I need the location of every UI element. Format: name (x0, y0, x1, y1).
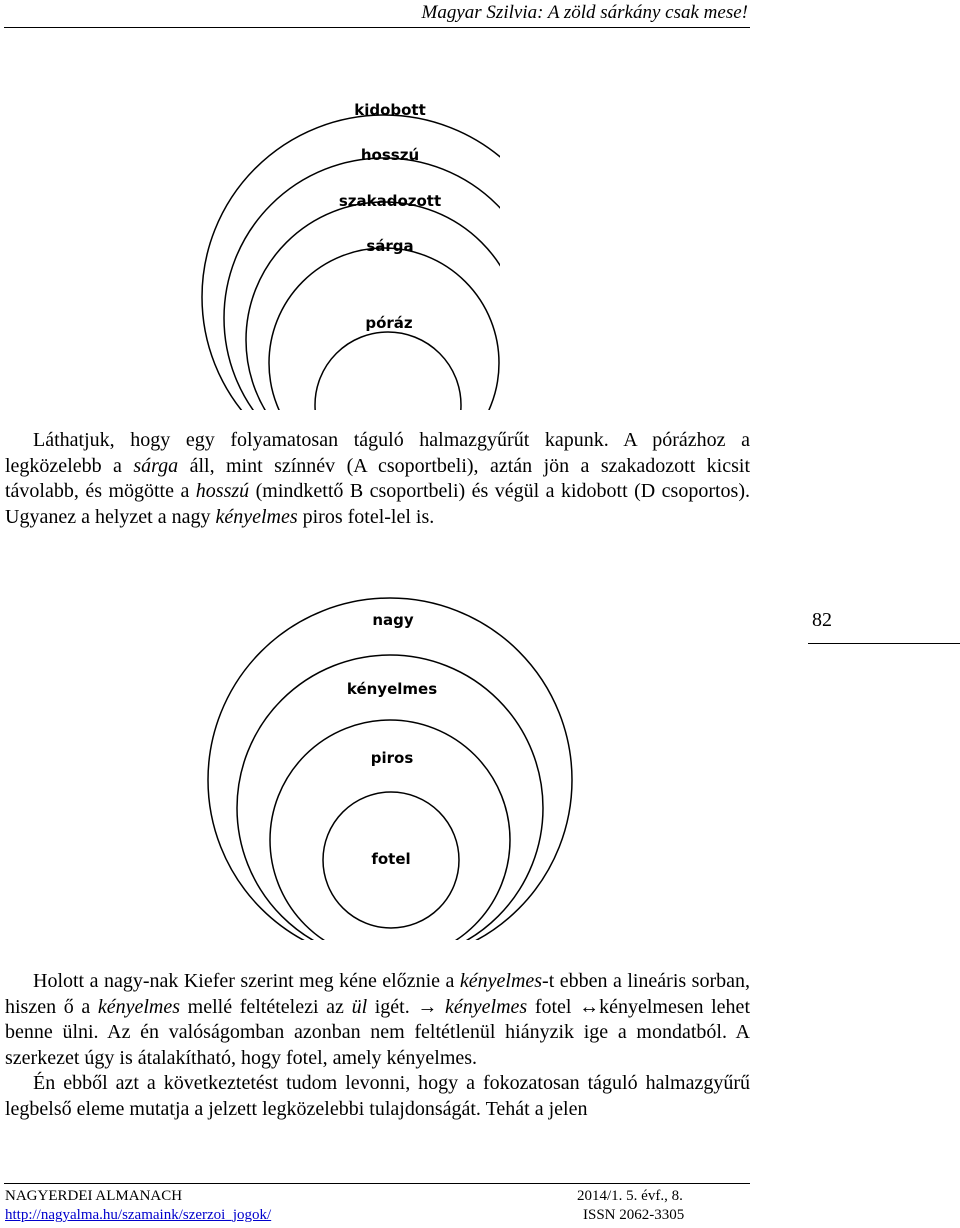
paragraph-1-text-c: (mindkettő B csoportbeli) és végül a kidobott (D csoportos). Ugyanez a helyzet a nagy (5, 480, 750, 528)
footer-url-link[interactable]: http://nagyalma.hu/szamaink/szerzoi_jogok/ (5, 1207, 272, 1223)
diagram2-label-fotel: fotel (371, 850, 411, 868)
diagram2-label-kenyelmes: kényelmes (346, 680, 438, 698)
paragraph-2-italic-3: kényelmes (445, 995, 528, 1018)
paragraph-2-text-a: Holott a nagy-nak Kiefer szerint meg kéne előznie a (33, 970, 460, 992)
paragraph-2-italic-1: kényelmes (459, 970, 543, 992)
diagram1-label-hosszu: hosszú (360, 146, 420, 164)
footer-publication: NAGYERDEI ALMANACH (5, 1188, 183, 1204)
page-number-rule (808, 643, 960, 644)
footer-issue: 2014/1. 5. évf., 8. (577, 1188, 683, 1204)
paragraph-2-text-e: fotel ↔kényelmesen lehet benne ülni. Az én valóságomban azonban nem feltétlenül hiányzik ige a mondatból. A szerkezet úgy is átalakítható, hogy fotel, amely kényelmes. (5, 995, 750, 1069)
paragraph-2-text-b: -t ebben a lineáris sorban, hiszen ő a (5, 970, 750, 1018)
paragraph-3: Én ebből azt a következtetést tudom levonni, hogy a fokozatosan táguló halmazgyűrű legbelső eleme mutatja a jelzett legközelebbi tulajdonságát. Tehát a jelen (5, 1072, 750, 1120)
header-rule (4, 27, 750, 28)
running-header-title: Magyar Szilvia: A zöld sárkány csak mese! (421, 2, 748, 23)
diagram2-label-piros: piros (370, 749, 414, 767)
paragraph-1-italic-sarga: sárga (133, 454, 179, 477)
paragraph-1-text-d: piros fotel-lel is. (297, 505, 435, 528)
page-number: 82 (812, 609, 832, 631)
paragraph-1-italic-kenyelmes: kényelmes (215, 505, 298, 528)
paragraph-2-italic-ul: ül (351, 995, 368, 1018)
footer-url (5, 1206, 271, 1224)
paragraph-2 (5, 969, 750, 1122)
paragraph-1-text-b: áll, mint színnév (A csoportbeli), aztán jön a szakadozott kicsit távolabb, és mögötte a (5, 454, 751, 502)
diagram1-label-szakadozott: szakadozott (338, 192, 442, 210)
paragraph-2-italic-2: kényelmes (97, 995, 181, 1018)
diagram2-label-nagy: nagy (372, 611, 414, 629)
diagram1-label-sarga: sárga (366, 237, 414, 255)
nested-circles-labels-1 (0, 80, 960, 410)
paragraph-2-text-c: mellé feltételezi az (180, 995, 352, 1018)
diagram1-label-kidobott: kidobott (354, 101, 426, 119)
circle-ring-nagy (208, 598, 572, 940)
paragraph-2-text-d: igét. → (367, 995, 446, 1018)
footer-issn: ISSN 2062-3305 (583, 1207, 685, 1223)
paragraph-1-text-a: Láthatjuk, hogy egy folyamatosan táguló halmazgyűrűt kapunk. A pórázhoz a legközelebb a (5, 429, 750, 477)
paragraph-1 (5, 428, 750, 530)
diagram1-label-poraz: póráz (365, 314, 413, 332)
paragraph-1-italic-hosszu: hosszú (195, 480, 250, 502)
footer-rule (4, 1183, 750, 1184)
